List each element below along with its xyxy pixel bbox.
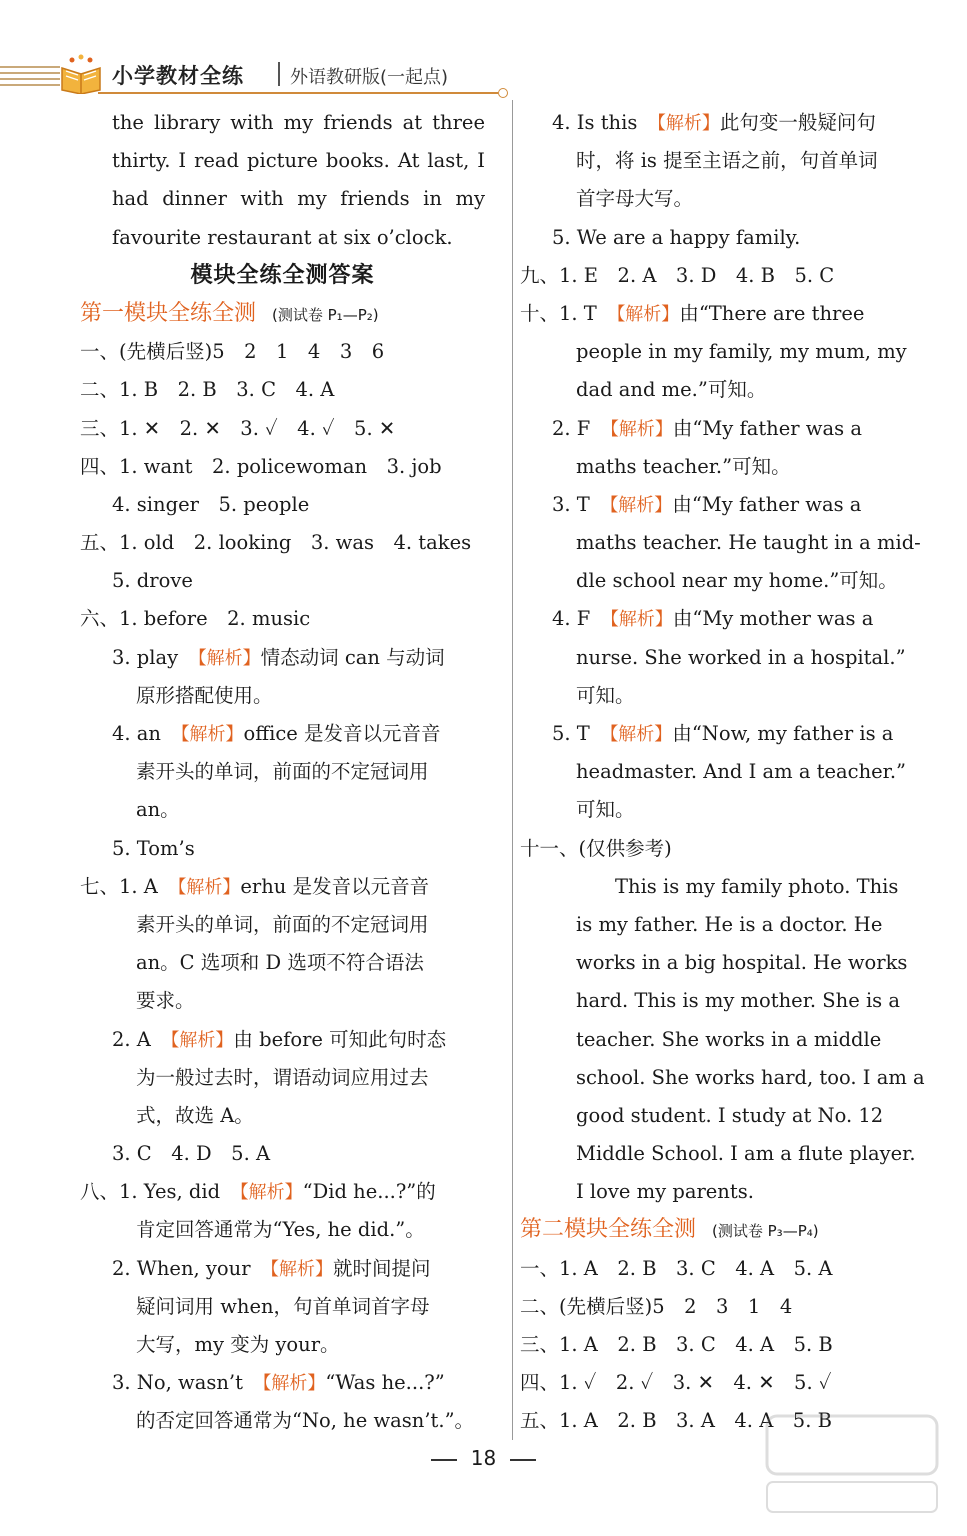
essay-line: teacher. She works in a middle: [576, 1027, 882, 1051]
footer-dash: [510, 1459, 536, 1461]
answer-line: 一、1. A 2. B 3. C 4. A 5. A: [520, 1256, 833, 1280]
analysis-text: 情态动词 can 与动词: [260, 645, 445, 669]
module-2-heading: [520, 1211, 915, 1249]
analysis-text: “Was he...?”: [325, 1371, 445, 1395]
essay-line: Middle School. I am a flute player.: [576, 1142, 916, 1166]
analysis-text: office 是发音以元音音: [243, 722, 441, 745]
analysis-cont: 可知。: [576, 683, 635, 707]
answer-text: 3. play: [112, 645, 198, 669]
answer-text: 八、1. Yes, did: [80, 1180, 240, 1204]
section-title: 模块全练全测答案: [190, 262, 375, 288]
analysis-cont: 为一般过去时，谓语动词应用过去: [136, 1065, 429, 1089]
page-number: 18: [470, 1446, 497, 1470]
analysis-cont: 大写，my 变为 your。: [136, 1333, 340, 1356]
answer-7-1: [80, 868, 485, 906]
answer-text: 2. A: [112, 1027, 171, 1051]
answer-line: 三、1. A 2. B 3. C 4. A 5. B: [520, 1333, 833, 1356]
answer-10-3: [520, 486, 915, 524]
analysis-cont: maths teacher. He taught in a mid-: [576, 531, 921, 555]
analysis-cont: 首字母大写。: [576, 187, 694, 211]
analysis-cont: 素开头的单词，前面的不定冠词用: [136, 760, 429, 784]
analysis-tag: 【解析】: [609, 494, 673, 516]
analysis-tag: 【解析】: [197, 647, 261, 669]
module-1-source: (测试卷 P₁—P₂): [272, 305, 379, 324]
header-separator: [278, 62, 280, 86]
answer-line: 四、1. want 2. policewoman 3. job: [80, 454, 442, 478]
analysis-text: 由 before 可知此句时态: [233, 1027, 447, 1051]
answer-8-3: [80, 1364, 485, 1402]
answer-line: 一、(先横后竖)5 2 1 4 3 6: [80, 340, 385, 364]
analysis-cont: headmaster. And I am a teacher.”: [576, 760, 907, 784]
essay-line: I love my parents.: [576, 1180, 754, 1204]
analysis-tag: 【解析】: [177, 876, 241, 898]
essay-line: hard. This is my mother. She is a: [576, 989, 901, 1013]
analysis-cont: 式，故选 A。: [136, 1103, 254, 1127]
answer-line: 5. drove: [112, 569, 193, 593]
analysis-cont: 可知。: [576, 798, 635, 822]
answer-7-3: 3. C 4. D 5. A: [112, 1142, 271, 1166]
analysis-cont: people in my family, my mum, my: [576, 340, 907, 364]
analysis-cont: nurse. She worked in a hospital.”: [576, 645, 906, 669]
answer-8-1: [80, 1173, 485, 1211]
intro-line: favourite restaurant at six o’clock.: [112, 225, 453, 249]
answer-6-5: 5. Tom’s: [112, 836, 195, 860]
analysis-tag: 【解析】: [616, 303, 680, 325]
answer-text: 4. an: [112, 722, 181, 745]
answer-10-1: [520, 295, 915, 333]
answer-line: 二、1. B 2. B 3. C 4. A: [80, 378, 335, 402]
module-2-source: (测试卷 P₃—P₄): [712, 1222, 819, 1241]
analysis-text: 就时间提问: [333, 1256, 431, 1280]
essay-line: good student. I study at No. 12: [576, 1103, 884, 1127]
answer-line: 五、1. A 2. B 3. A 4. A 5. B: [520, 1409, 832, 1433]
answer-line: 二、(先横后竖)5 2 3 1 4: [520, 1294, 793, 1318]
footer-dash: [431, 1459, 457, 1461]
answer-8-5: 5. We are a happy family.: [552, 225, 801, 249]
analysis-cont: dad and me.”可知。: [576, 378, 767, 402]
analysis-text: erhu 是发音以元音音: [240, 874, 430, 898]
answer-9: 九、1. E 2. A 3. D 4. B 5. C: [520, 263, 835, 287]
answer-text: 4. F: [552, 607, 610, 631]
analysis-tag: 【解析】: [239, 1182, 303, 1204]
column-divider: [512, 100, 513, 1440]
answer-text: 3. T: [552, 492, 610, 516]
answer-10-5: [520, 715, 915, 753]
book-edition: 外语教研版(一起点): [290, 67, 449, 88]
answer-10-2: [520, 410, 915, 448]
header-rule-dot: [498, 88, 508, 98]
answer-10-4: [520, 600, 915, 638]
answer-8-2: [80, 1250, 485, 1288]
header-decor-lines: [0, 66, 60, 90]
analysis-text: 由“My father was a: [672, 416, 862, 440]
analysis-cont: dle school near my home.”可知。: [576, 569, 898, 593]
analysis-cont: 的否定回答通常为“No, he wasn’t.”。: [136, 1409, 475, 1433]
analysis-text: “Did he...?”的: [302, 1180, 436, 1204]
answer-7-2: [80, 1021, 485, 1059]
analysis-text: 此句变一般疑问句: [719, 111, 876, 134]
watermark-logo: [757, 1408, 947, 1518]
analysis-cont: maths teacher.”可知。: [576, 454, 791, 478]
open-book-icon: [58, 54, 104, 94]
answer-6-3: [80, 639, 485, 677]
analysis-tag: 【解析】: [609, 724, 673, 745]
page-header: [0, 54, 510, 98]
analysis-text: 由“My mother was a: [672, 607, 874, 631]
analysis-cont: an。: [136, 798, 180, 822]
analysis-text: 由“There are three: [679, 301, 865, 325]
analysis-tag: 【解析】: [262, 1373, 326, 1395]
analysis-cont: 肯定回答通常为“Yes, he did.”。: [136, 1218, 425, 1242]
module-2-title: 第二模块全练全测: [520, 1217, 697, 1243]
answer-text: 2. F: [552, 416, 610, 440]
analysis-tag: 【解析】: [180, 724, 244, 745]
answer-text: 七、1. A: [80, 874, 178, 898]
answer-6-4: [80, 715, 485, 753]
analysis-text: 由“Now, my father is a: [672, 722, 894, 745]
analysis-cont: 时，将 is 提至主语之前，句首单词: [576, 149, 878, 173]
analysis-tag: 【解析】: [170, 1029, 234, 1051]
analysis-text: 由“My father was a: [672, 492, 862, 516]
answer-text: 5. T: [552, 722, 610, 745]
analysis-tag: 【解析】: [270, 1258, 334, 1280]
answer-line: 三、1. ✕ 2. ✕ 3. ✓ 4. ✓ 5. ✕: [80, 416, 396, 440]
answer-line: 五、1. old 2. looking 3. was 4. takes: [80, 531, 472, 555]
essay-line: This is my family photo. This: [615, 874, 899, 898]
analysis-cont: 要求。: [136, 989, 195, 1013]
essay-line: works in a big hospital. He works: [576, 951, 908, 975]
right-column: [520, 104, 925, 1441]
answer-11-heading: 十一、(仅供参考): [520, 836, 672, 860]
answer-text: 3. No, wasn’t: [112, 1371, 263, 1395]
left-column: [80, 104, 485, 1441]
analysis-tag: 【解析】: [656, 113, 720, 134]
analysis-cont: an。C 选项和 D 选项不符合语法: [136, 951, 424, 975]
analysis-cont: 原形搭配使用。: [136, 683, 273, 707]
analysis-cont: 素开头的单词，前面的不定冠词用: [136, 912, 429, 936]
book-title: 小学教材全练: [112, 64, 244, 88]
intro-line: the library with my friends at three: [112, 111, 485, 134]
header-rule: [98, 92, 498, 94]
essay-line: is my father. He is a doctor. He: [576, 912, 883, 936]
analysis-cont: 疑问词用 when，句首单词首字母: [136, 1294, 430, 1318]
analysis-tag: 【解析】: [609, 418, 673, 440]
intro-line: thirty. I read picture books. At last, I: [112, 149, 485, 173]
essay-line: school. She works hard, too. I am a: [576, 1065, 925, 1089]
answer-text: 2. When, your: [112, 1256, 271, 1280]
intro-line: had dinner with my friends in my: [112, 187, 485, 211]
answer-line: 4. singer 5. people: [112, 492, 310, 516]
answer-8-4: [520, 104, 915, 142]
answer-line: 四、1. ✓ 2. ✓ 3. ✕ 4. ✕ 5. ✓: [520, 1371, 832, 1395]
module-1-title: 第一模块全练全测: [80, 300, 257, 326]
module-1-heading: [80, 295, 485, 333]
answer-line: 六、1. before 2. music: [80, 607, 311, 631]
analysis-tag: 【解析】: [609, 609, 673, 631]
answer-text: 十、1. T: [520, 301, 617, 325]
answer-text: 4. Is this: [552, 111, 657, 134]
